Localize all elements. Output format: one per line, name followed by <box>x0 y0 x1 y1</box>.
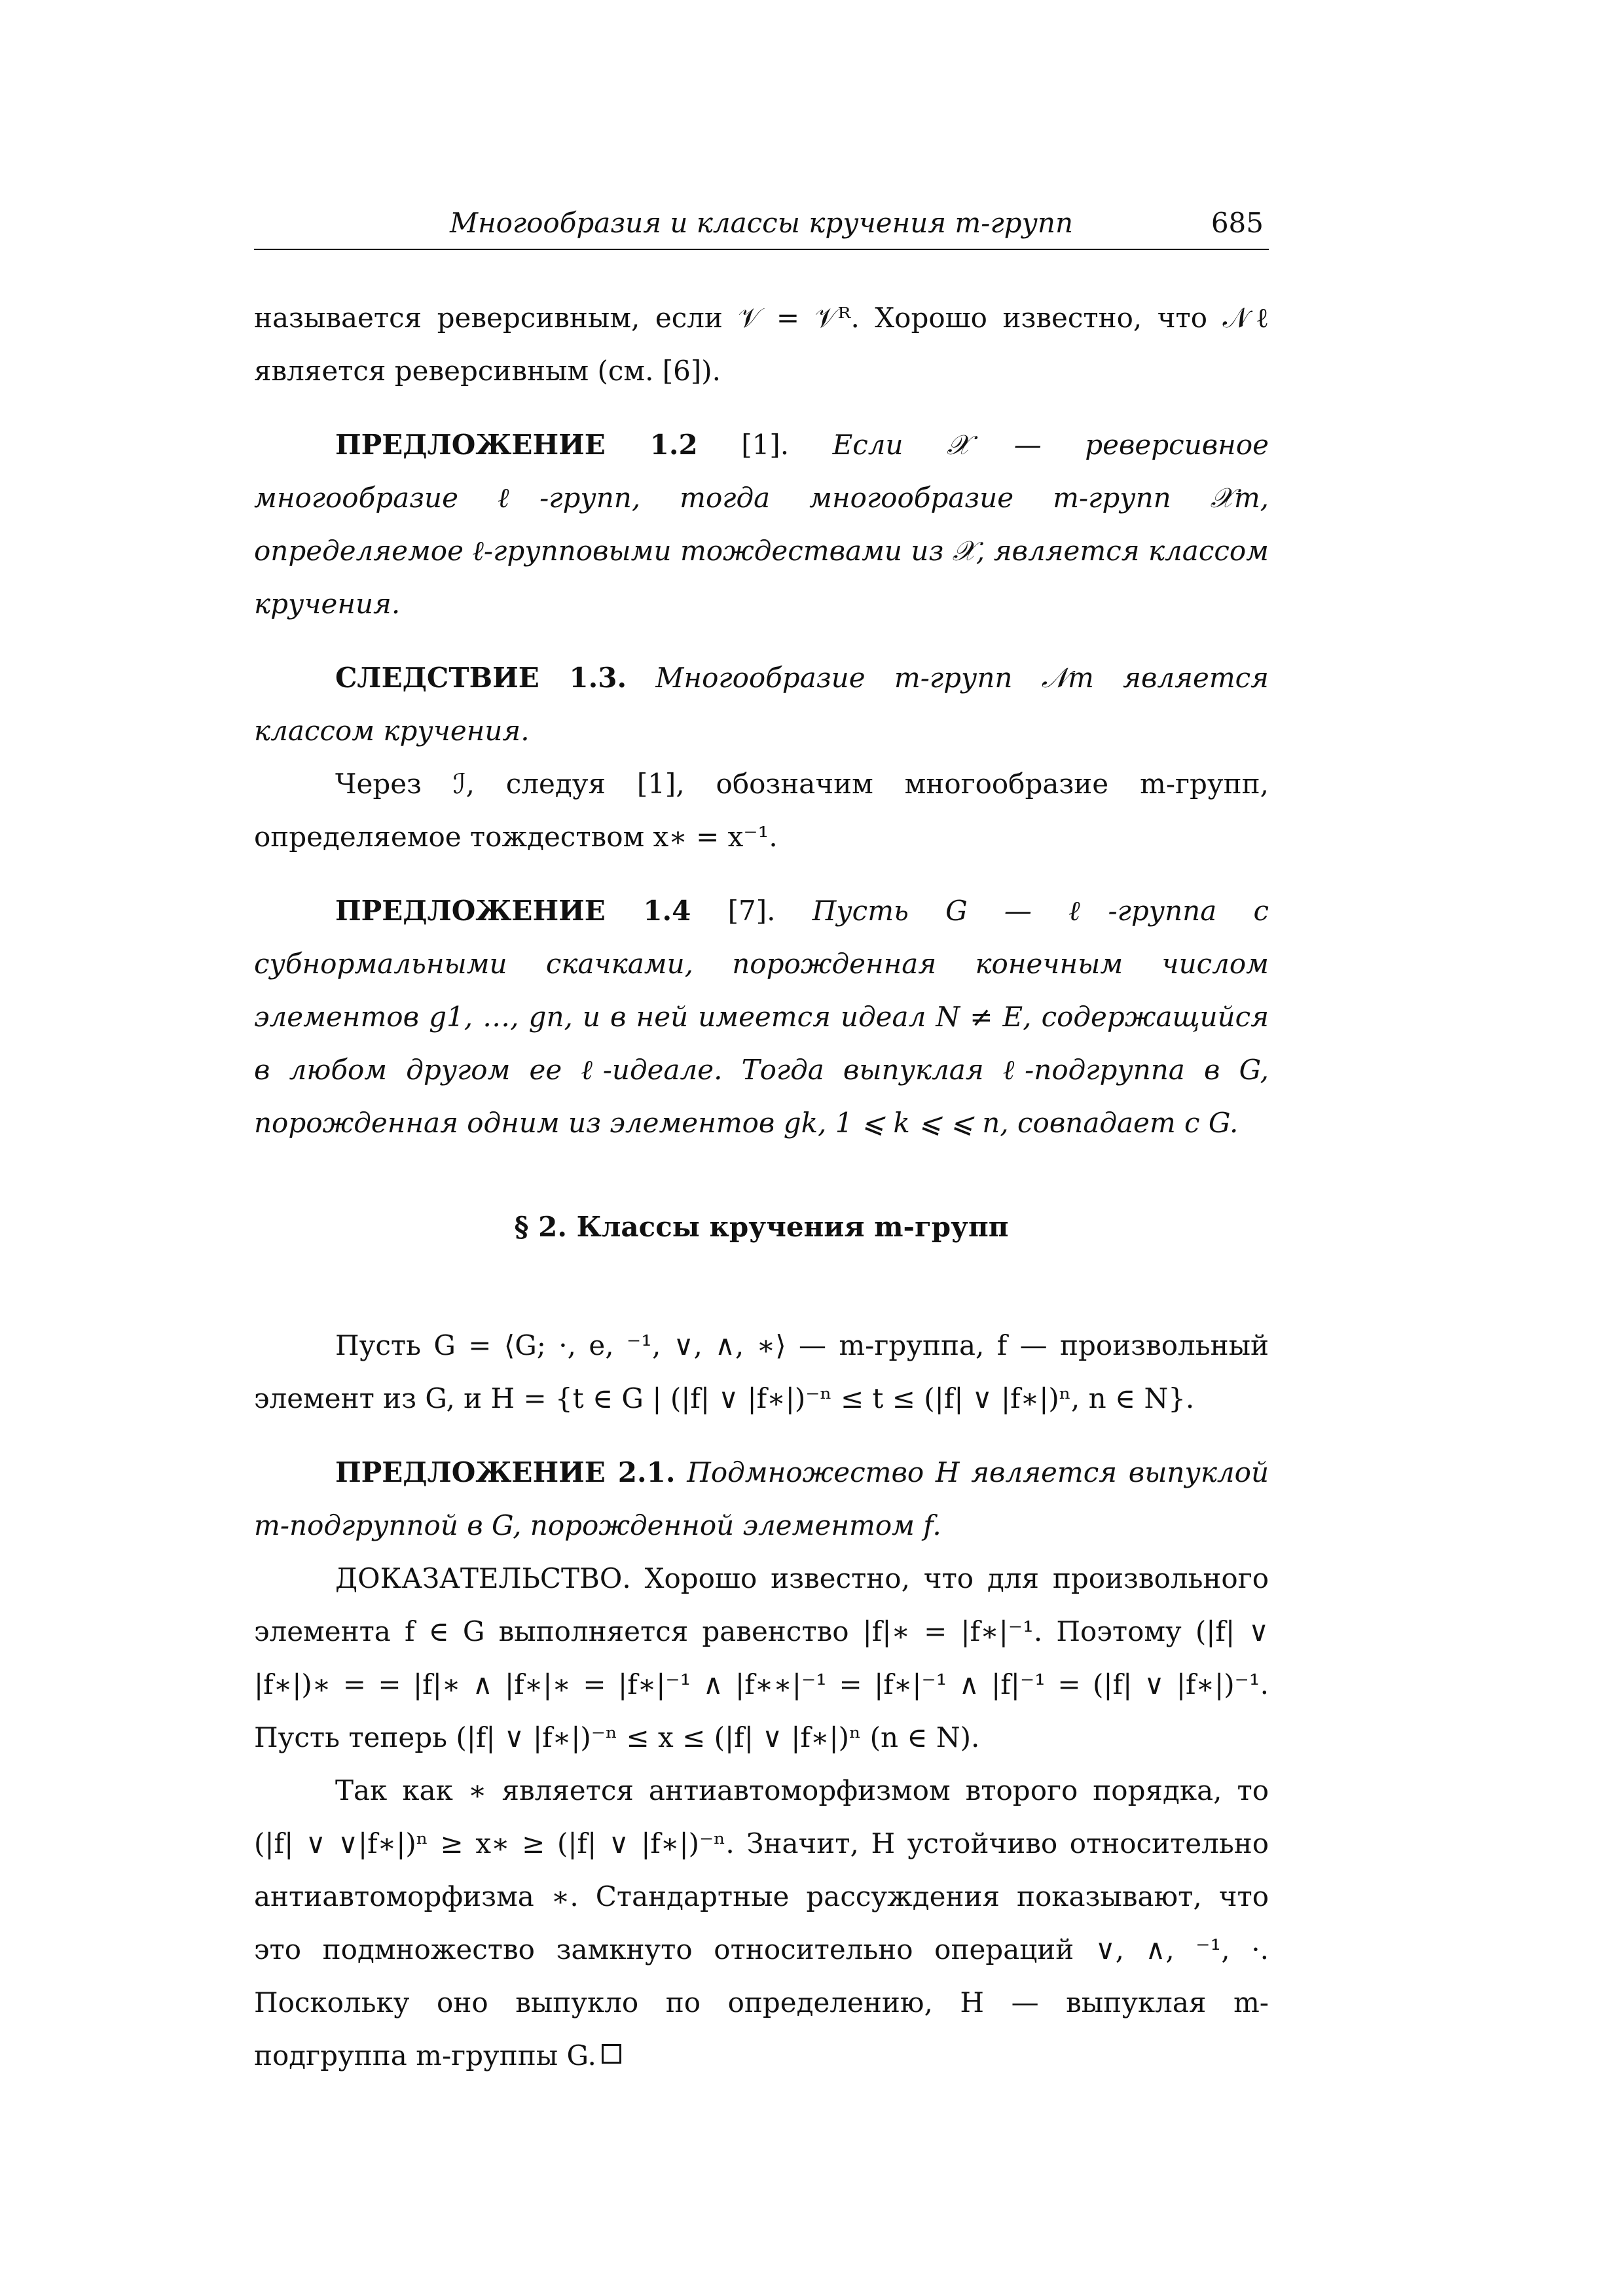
proof-paragraph-2 <box>254 1764 1269 2082</box>
proposition-1-2-ref: [1]. <box>697 429 833 461</box>
qed-square-icon <box>602 2044 621 2064</box>
body-text <box>254 291 1269 2103</box>
proposition-1-2 <box>254 418 1269 630</box>
proposition-1-4-text: Пусть G — ℓ-группа с субнормальными скачками, порожденная конечным числом элементов g1, …, gn, и в ней имеется идеал N ≠ E, содержащийся в любом другом ее ℓ-идеале. Тогда выпуклая ℓ-подгруппа в G, порожденная одним из элементов gk, 1 ⩽ k ⩽ ⩽ n, совпадает с G. <box>254 895 1269 1139</box>
definition-h-paragraph: Пусть G = ⟨G; ·, e, ⁻¹, ∨, ∧, ∗⟩ — m-группа, f — произвольный элемент из G, и H = {t ∈ G | (|f| ∨ |f∗|)⁻ⁿ ≤ t ≤ (|f| ∨ |f∗|)ⁿ, n ∈ N}. <box>254 1329 1269 1414</box>
page-number: 685 <box>1211 207 1264 239</box>
proposition-1-4 <box>254 884 1269 1149</box>
corollary-1-3 <box>254 651 1269 757</box>
proposition-1-2-text: Если 𝒳 — реверсивное многообразие ℓ-групп, тогда многообразие m-групп 𝒳m, определяемое ℓ-групповыми тождествами из 𝒳, является классом кручения. <box>254 429 1269 620</box>
running-header <box>254 202 1269 250</box>
section-2-heading: § 2. Классы кручения m-групп <box>514 1211 1009 1243</box>
proposition-1-4-label: ПРЕДЛОЖЕНИЕ 1.4 <box>335 895 691 927</box>
corollary-1-3-label: СЛЕДСТВИЕ 1.3. <box>335 662 627 694</box>
proposition-2-1-label: ПРЕДЛОЖЕНИЕ 2.1. <box>335 1456 676 1488</box>
variety-i-paragraph: Через ℐ, следуя [1], обозначим многообразие m-групп, определяемое тождеством x∗ = x⁻¹. <box>254 768 1269 853</box>
proposition-1-2-label: ПРЕДЛОЖЕНИЕ 1.2 <box>335 429 698 461</box>
proof-paragraph-1: ДОКАЗАТЕЛЬСТВО. Хорошо известно, что для произвольного элемента f ∈ G выполняется равенство |f|∗ = |f∗|⁻¹. Поэтому (|f| ∨ |f∗|)∗ = = |f|∗ ∧ |f∗|∗ = |f∗|⁻¹ ∧ |f∗∗|⁻¹ = |f∗|⁻¹ ∧ |f|⁻¹ = (|f| ∨ |f∗|)⁻¹. Пусть теперь (|f| ∨ |f∗|)⁻ⁿ ≤ x ≤ (|f| ∨ |f∗|)ⁿ (n ∈ N). <box>254 1562 1269 1753</box>
proposition-1-4-ref: [7]. <box>691 895 812 927</box>
corollary-1-3-text: Многообразие m-групп 𝒩m является классом кручения. <box>254 662 1269 747</box>
proof-paragraph-2-text: Так как ∗ является антиавтоморфизмом второго порядка, то (|f| ∨ ∨|f∗|)ⁿ ≥ x∗ ≥ (|f| ∨ |f∗|)⁻ⁿ. Значит, H устойчиво относительно антиавтоморфизма ∗. Стандартные рассуждения показывают, что это подмножество замкнуто относительно операций ∨, ∧, ⁻¹, ·. Поскольку оно выпукло по определению, H — выпуклая m-подгруппа m-группы G. <box>254 1774 1269 2072</box>
proposition-2-1-text: Подмножество H является выпуклой m-подгруппой в G, порожденной элементом f. <box>254 1456 1269 1541</box>
intro-paragraph: называется реверсивным, если 𝒱 = 𝒱ᴿ. Хорошо известно, что 𝒩ℓ является реверсивным (см. [6]). <box>254 302 1269 387</box>
proposition-2-1 <box>254 1446 1269 1552</box>
running-title: Многообразия и классы кручения m-групп <box>449 207 1074 239</box>
